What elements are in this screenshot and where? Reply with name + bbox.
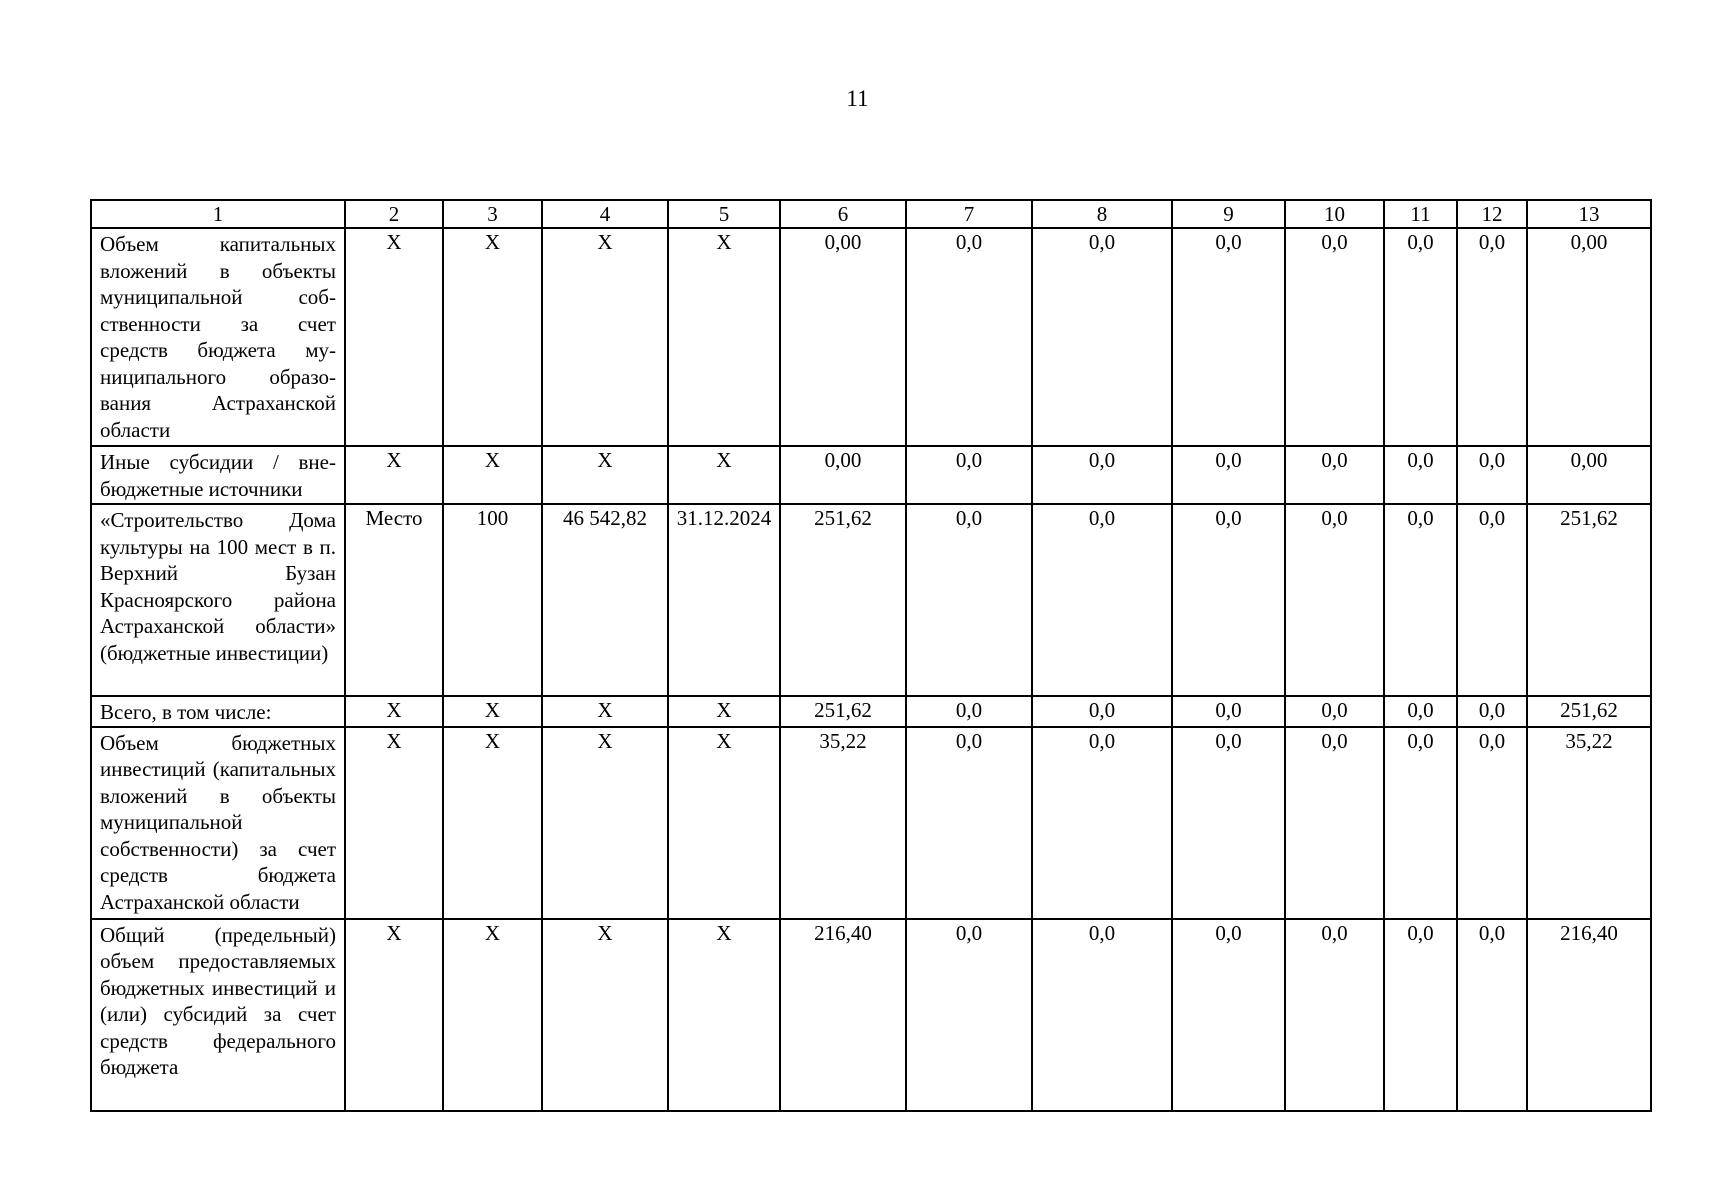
table-row: [91, 504, 1651, 696]
table-cell: X: [443, 228, 542, 446]
table-cell: 0,0: [906, 919, 1032, 1111]
table-cell: 0,0: [1457, 504, 1527, 696]
column-number: 13: [1527, 200, 1651, 228]
table-cell: 0,0: [1032, 446, 1172, 504]
table-cell: 0,0: [1285, 727, 1384, 919]
table-cell: X: [345, 696, 443, 727]
table-cell: X: [345, 446, 443, 504]
table-cell: X: [345, 727, 443, 919]
table-cell: 0,0: [1384, 446, 1457, 504]
table-cell: 0,0: [1285, 919, 1384, 1111]
column-number: 4: [542, 200, 668, 228]
page-number: 11: [846, 86, 869, 111]
table-cell: 0,00: [780, 446, 906, 504]
table-cell: 0,0: [1384, 696, 1457, 727]
table-row: [91, 696, 1651, 727]
column-number: 11: [1384, 200, 1457, 228]
table-cell: 100: [443, 504, 542, 696]
table-cell: 0,0: [906, 727, 1032, 919]
table-cell: X: [542, 228, 668, 446]
table-cell: 0,0: [1384, 727, 1457, 919]
table-cell: 251,62: [1527, 504, 1651, 696]
row-label: Объем бюджетных инвестиций (капитальных вложений в объекты муниципальной собственности) за счет средств бюджета Астраханской области: [91, 727, 345, 919]
table-cell: X: [345, 919, 443, 1111]
table-cell: 0,0: [1032, 727, 1172, 919]
table-cell: 0,0: [1285, 504, 1384, 696]
table-cell: 46 542,82: [542, 504, 668, 696]
table-cell: 0,0: [1384, 228, 1457, 446]
table-cell: X: [443, 727, 542, 919]
table-cell: X: [668, 228, 780, 446]
table-cell: X: [542, 919, 668, 1111]
table-cell: 31.12.2024: [668, 504, 780, 696]
table-cell: 251,62: [1527, 696, 1651, 727]
table-cell: 0,0: [906, 446, 1032, 504]
column-number: 9: [1172, 200, 1285, 228]
table-cell: 0,0: [1032, 228, 1172, 446]
table-cell: 0,00: [1527, 228, 1651, 446]
table-cell: X: [542, 446, 668, 504]
column-number: 1: [91, 200, 345, 228]
budget-table: [90, 199, 1652, 1112]
table-cell: 0,0: [906, 504, 1032, 696]
column-number: 3: [443, 200, 542, 228]
table-cell: X: [443, 696, 542, 727]
table-cell: 0,0: [1032, 504, 1172, 696]
table-row: [91, 446, 1651, 504]
table-row: [91, 228, 1651, 446]
table-cell: X: [668, 727, 780, 919]
table-cell: 0,0: [1172, 696, 1285, 727]
row-label: Иные субсидии / внебюджетные источники: [91, 446, 345, 504]
table-cell: 35,22: [1527, 727, 1651, 919]
row-label: «Строительство Дома культуры на 100 мест в п. Верхний Бузан Красноярского района Астраханской области» (бюджетные инвестиции): [91, 504, 345, 696]
column-number: 10: [1285, 200, 1384, 228]
table-cell: X: [542, 696, 668, 727]
table-cell: 0,0: [1457, 919, 1527, 1111]
table-cell: 0,0: [1172, 228, 1285, 446]
column-number: 7: [906, 200, 1032, 228]
table-cell: 0,0: [1172, 727, 1285, 919]
table-row: [91, 919, 1651, 1111]
table-cell: 0,00: [1527, 446, 1651, 504]
table-cell: 0,0: [1285, 696, 1384, 727]
table-cell: 0,00: [780, 228, 906, 446]
table-cell: 0,0: [1032, 919, 1172, 1111]
column-number-row: [91, 200, 1651, 228]
table-cell: 0,0: [1285, 228, 1384, 446]
table-cell: X: [443, 446, 542, 504]
table-cell: 216,40: [780, 919, 906, 1111]
row-label: Объем капитальных вложений в объекты муниципальной собственности за счет средств бюджета муниципального образования Астраханской области: [91, 228, 345, 446]
table-cell: 0,0: [906, 696, 1032, 727]
column-number: 8: [1032, 200, 1172, 228]
table-cell: 0,0: [1172, 446, 1285, 504]
table-cell: X: [345, 228, 443, 446]
table-cell: 0,0: [1172, 919, 1285, 1111]
column-number: 12: [1457, 200, 1527, 228]
table-row: [91, 727, 1651, 919]
table-cell: 0,0: [1172, 504, 1285, 696]
row-label: Общий (предельный) объем предоставляемых бюджетных инвестиций и (или) субсидий за счет средств федерального бюджета: [91, 919, 345, 1111]
table-cell: X: [542, 727, 668, 919]
table-cell: X: [668, 446, 780, 504]
table-cell: X: [668, 696, 780, 727]
column-number: 5: [668, 200, 780, 228]
table-cell: 251,62: [780, 504, 906, 696]
table-cell: 251,62: [780, 696, 906, 727]
row-label: Всего, в том числе:: [91, 696, 345, 727]
table-cell: 216,40: [1527, 919, 1651, 1111]
table-cell: 0,0: [1457, 446, 1527, 504]
column-number: 6: [780, 200, 906, 228]
table-cell: X: [668, 919, 780, 1111]
table-cell: 35,22: [780, 727, 906, 919]
table-cell: 0,0: [1285, 446, 1384, 504]
table-cell: 0,0: [1457, 727, 1527, 919]
column-number: 2: [345, 200, 443, 228]
table-cell: X: [443, 919, 542, 1111]
table-cell: 0,0: [1032, 696, 1172, 727]
table-cell: 0,0: [1457, 228, 1527, 446]
table-cell: Место: [345, 504, 443, 696]
table-cell: 0,0: [1384, 504, 1457, 696]
table-cell: 0,0: [1457, 696, 1527, 727]
table-cell: 0,0: [906, 228, 1032, 446]
table-cell: 0,0: [1384, 919, 1457, 1111]
